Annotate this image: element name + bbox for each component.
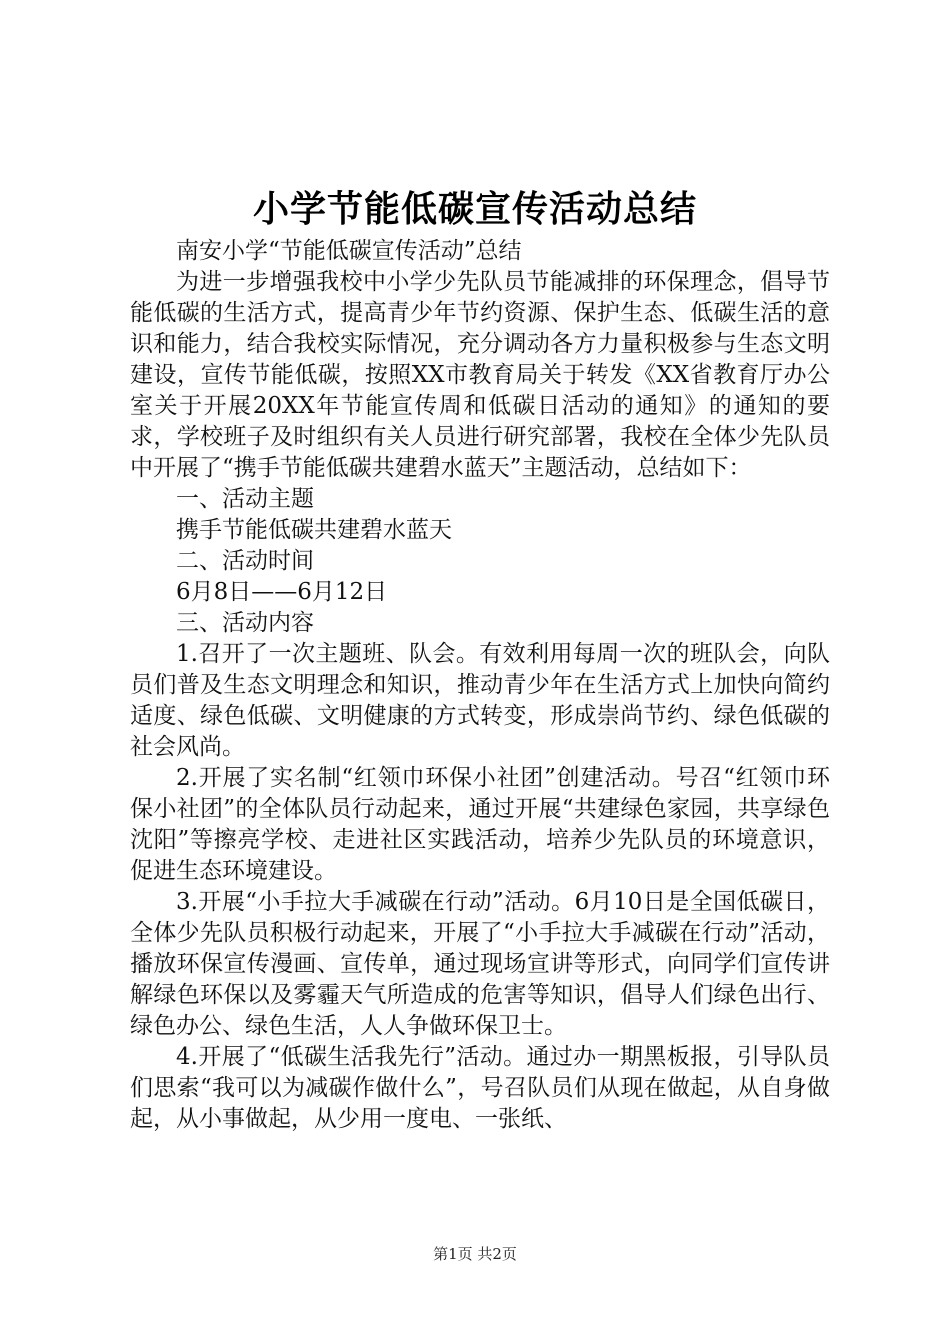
content-item-1: 1.召开了一次主题班、队会。有效利用每周一次的班队会，向队员们普及生态文明理念和知识，推动青少年在生活方式上加快向简约适度、绿色低碳、文明健康的方式转变，形成崇尚节约、绿色低碳的社会风尚。 <box>130 641 830 760</box>
content-item-4: 4.开展了“低碳生活我先行”活动。通过办一期黑板报，引导队员们思索“我可以为减碳作做什么”，号召队员们从现在做起，从自身做起，从小事做起，从少用一度电、一张纸、 <box>130 1044 830 1132</box>
document-title: 小学节能低碳宣传活动总结 <box>252 189 697 230</box>
section-heading-content: 三、活动内容 <box>176 610 314 636</box>
intro-paragraph: 为进一步增强我校中小学少先队员节能减排的环保理念，倡导节能低碳的生活方式，提高青少年节约资源、保护生态、低碳生活的意识和能力，结合我校实际情况，充分调动各方力量积极参与生态文明建设，宣传节能低碳，按照XX市教育局关于转发《XX省教育厅办公室关于开展20XX年节能宣传周和低碳日活动的通知》的通知的要求，学校班子及时组织有关人员进行研究部署，我校在全体少先队员中开展了“携手节能低碳共建碧水蓝天”主题活动，总结如下： <box>130 269 830 481</box>
time-paragraph: 6月8日——6月12日 <box>176 579 388 605</box>
page-footer: 第1页 共2页 <box>433 1245 517 1263</box>
theme-paragraph: 携手节能低碳共建碧水蓝天 <box>176 517 452 543</box>
content-item-2: 2.开展了实名制“红领巾环保小社团”创建活动。号召“红领巾环保小社团”的全体队员行动起来，通过开展“共建绿色家园，共享绿色沈阳”等擦亮学校、走进社区实践活动，培养少先队员的环境意识，促进生态环境建设。 <box>130 765 830 884</box>
subtitle-paragraph: 南安小学“节能低碳宣传活动”总结 <box>176 238 522 264</box>
section-heading-time: 二、活动时间 <box>176 548 314 574</box>
content-item-3: 3.开展“小手拉大手减碳在行动”活动。6月10日是全国低碳日，全体少先队员积极行动起来，开展了“小手拉大手减碳在行动”活动，播放环保宣传漫画、宣传单，通过现场宣讲等形式，向同学们宣传讲解绿色环保以及雾霾天气所造成的危害等知识，倡导人们绿色出行、绿色办公、绿色生活，人人争做环保卫士。 <box>130 889 830 1039</box>
section-heading-theme: 一、活动主题 <box>176 486 314 512</box>
document-body <box>130 236 830 1135</box>
